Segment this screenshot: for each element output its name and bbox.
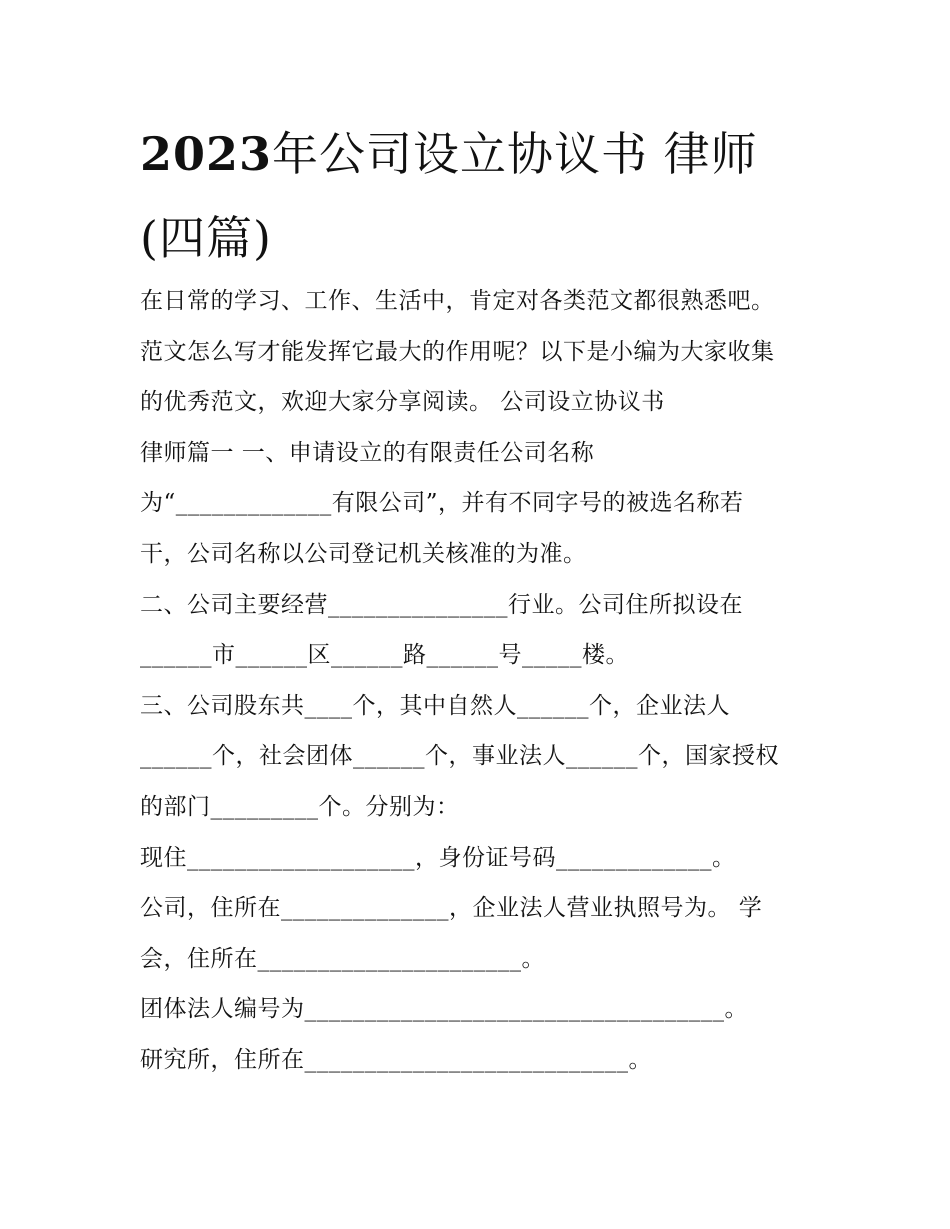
body-line: 在日常的学习、工作、生活中，肯定对各类范文都很熟悉吧。 — [140, 288, 775, 314]
title-year: 2023 — [140, 127, 273, 181]
body-line: 二、公司主要经营_______________行业。公司住所拟设在 — [140, 591, 743, 618]
body-line: 团体法人编号为___________________________________。 — [140, 996, 748, 1023]
body-line: ______市______区______路______号_____楼。 — [140, 642, 629, 669]
body-line: 研究所，住所在___________________________。 — [140, 1046, 652, 1073]
body-line: 现住___________________，身份证号码_____________。 — [140, 844, 736, 871]
body-line: 为“_____________有限公司”，并有不同字号的被选名称若 — [140, 490, 744, 517]
body-line: 律师篇一 一、申请设立的有限责任公司名称 — [140, 439, 595, 466]
body-line: 公司，住所在______________，企业法人营业执照号为。 学 — [140, 895, 763, 922]
title-line-1 — [140, 112, 840, 196]
body-line: ______个，社会团体______个，事业法人______个，国家授权 — [140, 743, 779, 770]
body-line: 的部门_________个。分别为： — [140, 793, 460, 820]
body-line: 的优秀范文，欢迎大家分享阅读。 公司设立协议书 — [140, 389, 665, 416]
body-line: 干，公司名称以公司登记机关核准的为准。 — [140, 540, 587, 567]
document-body — [140, 276, 840, 1086]
body-line: 三、公司股东共____个，其中自然人______个，企业法人 — [140, 692, 730, 719]
title-line-2: (四篇) — [140, 211, 272, 265]
body-line: 会，住所在______________________。 — [140, 945, 545, 972]
body-line: 范文怎么写才能发挥它最大的作用呢？以下是小编为大家收集 — [140, 338, 775, 365]
document-title — [140, 112, 840, 280]
title-text: 年公司设立协议书 律师 — [272, 127, 758, 181]
